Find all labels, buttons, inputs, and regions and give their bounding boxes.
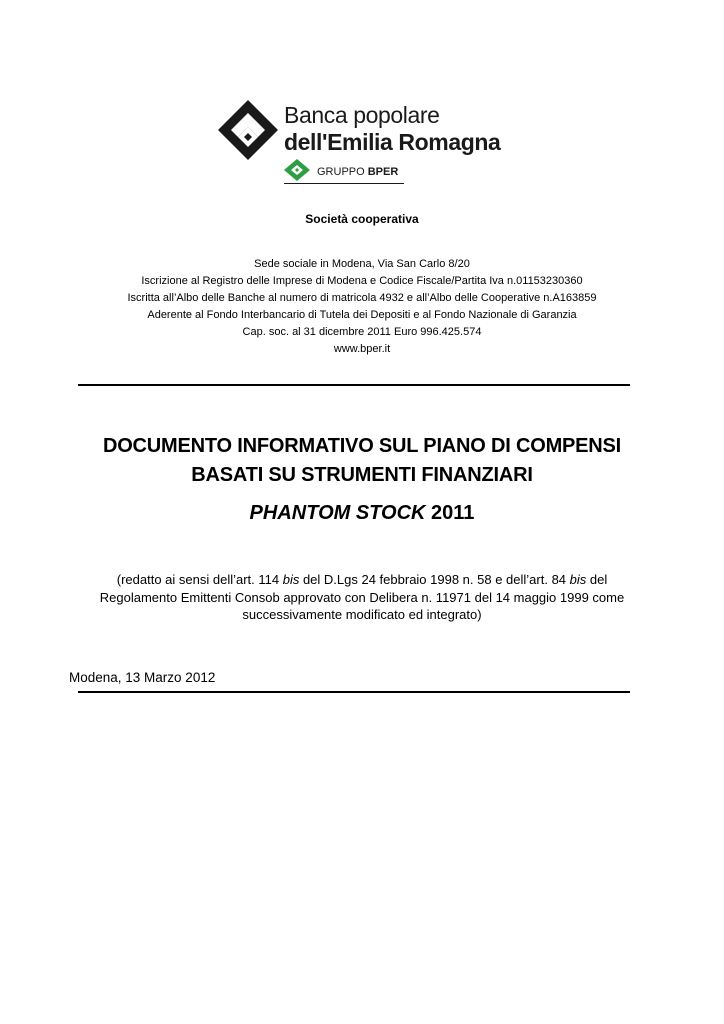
- bank-logo: [218, 100, 518, 186]
- registration-line: Iscrizione al Registro delle Imprese di Modena e Codice Fiscale/Partita Iva n.01153230360: [141, 275, 583, 287]
- logo-text-line2: dell'Emilia Romagna: [284, 129, 501, 155]
- bottom-divider: [78, 691, 630, 693]
- logo-text-line1: Banca popolare: [284, 102, 440, 128]
- company-type: Società cooperativa: [305, 212, 419, 226]
- registration-line: Iscritta all’Albo delle Banche al numero di matricola 4932 e all’Albo delle Cooperative n.A163859: [127, 292, 597, 304]
- website-line: www.bper.it: [333, 343, 391, 355]
- title-line: DOCUMENTO INFORMATIVO SUL PIANO DI COMPENSI: [102, 435, 622, 457]
- gruppo-bper-icon: [284, 159, 310, 181]
- registration-line: Aderente al Fondo Interbancario di Tutela dei Depositi e al Fondo Nazionale di Garanzia: [147, 309, 577, 321]
- registration-line: Sede sociale in Modena, Via San Carlo 8/20: [254, 258, 470, 270]
- document-title: [0, 432, 724, 490]
- place-date: Modena, 13 Marzo 2012: [69, 670, 216, 685]
- registration-line: Cap. soc. al 31 dicembre 2011 Euro 996.425.574: [242, 326, 482, 338]
- bank-logo-icon: [218, 100, 284, 160]
- top-divider: [78, 384, 630, 386]
- legal-note: (redatto ai sensi dell’art. 114 bis del D.Lgs 24 febbraio 1998 n. 58 e dell’art. 84 bis del Regolamento Emittenti Consob approvato con Delibera n. 11971 del 14 maggio 1999 come successivamente modificato ed integrato): [99, 572, 625, 622]
- registration-info: [0, 256, 724, 358]
- document-subtitle: PHANTOM STOCK 2011: [249, 502, 475, 524]
- title-line: BASATI SU STRUMENTI FINANZIARI: [191, 464, 533, 486]
- logo-underline: [284, 183, 404, 184]
- gruppo-bper-label: GRUPPO BPER: [317, 166, 399, 178]
